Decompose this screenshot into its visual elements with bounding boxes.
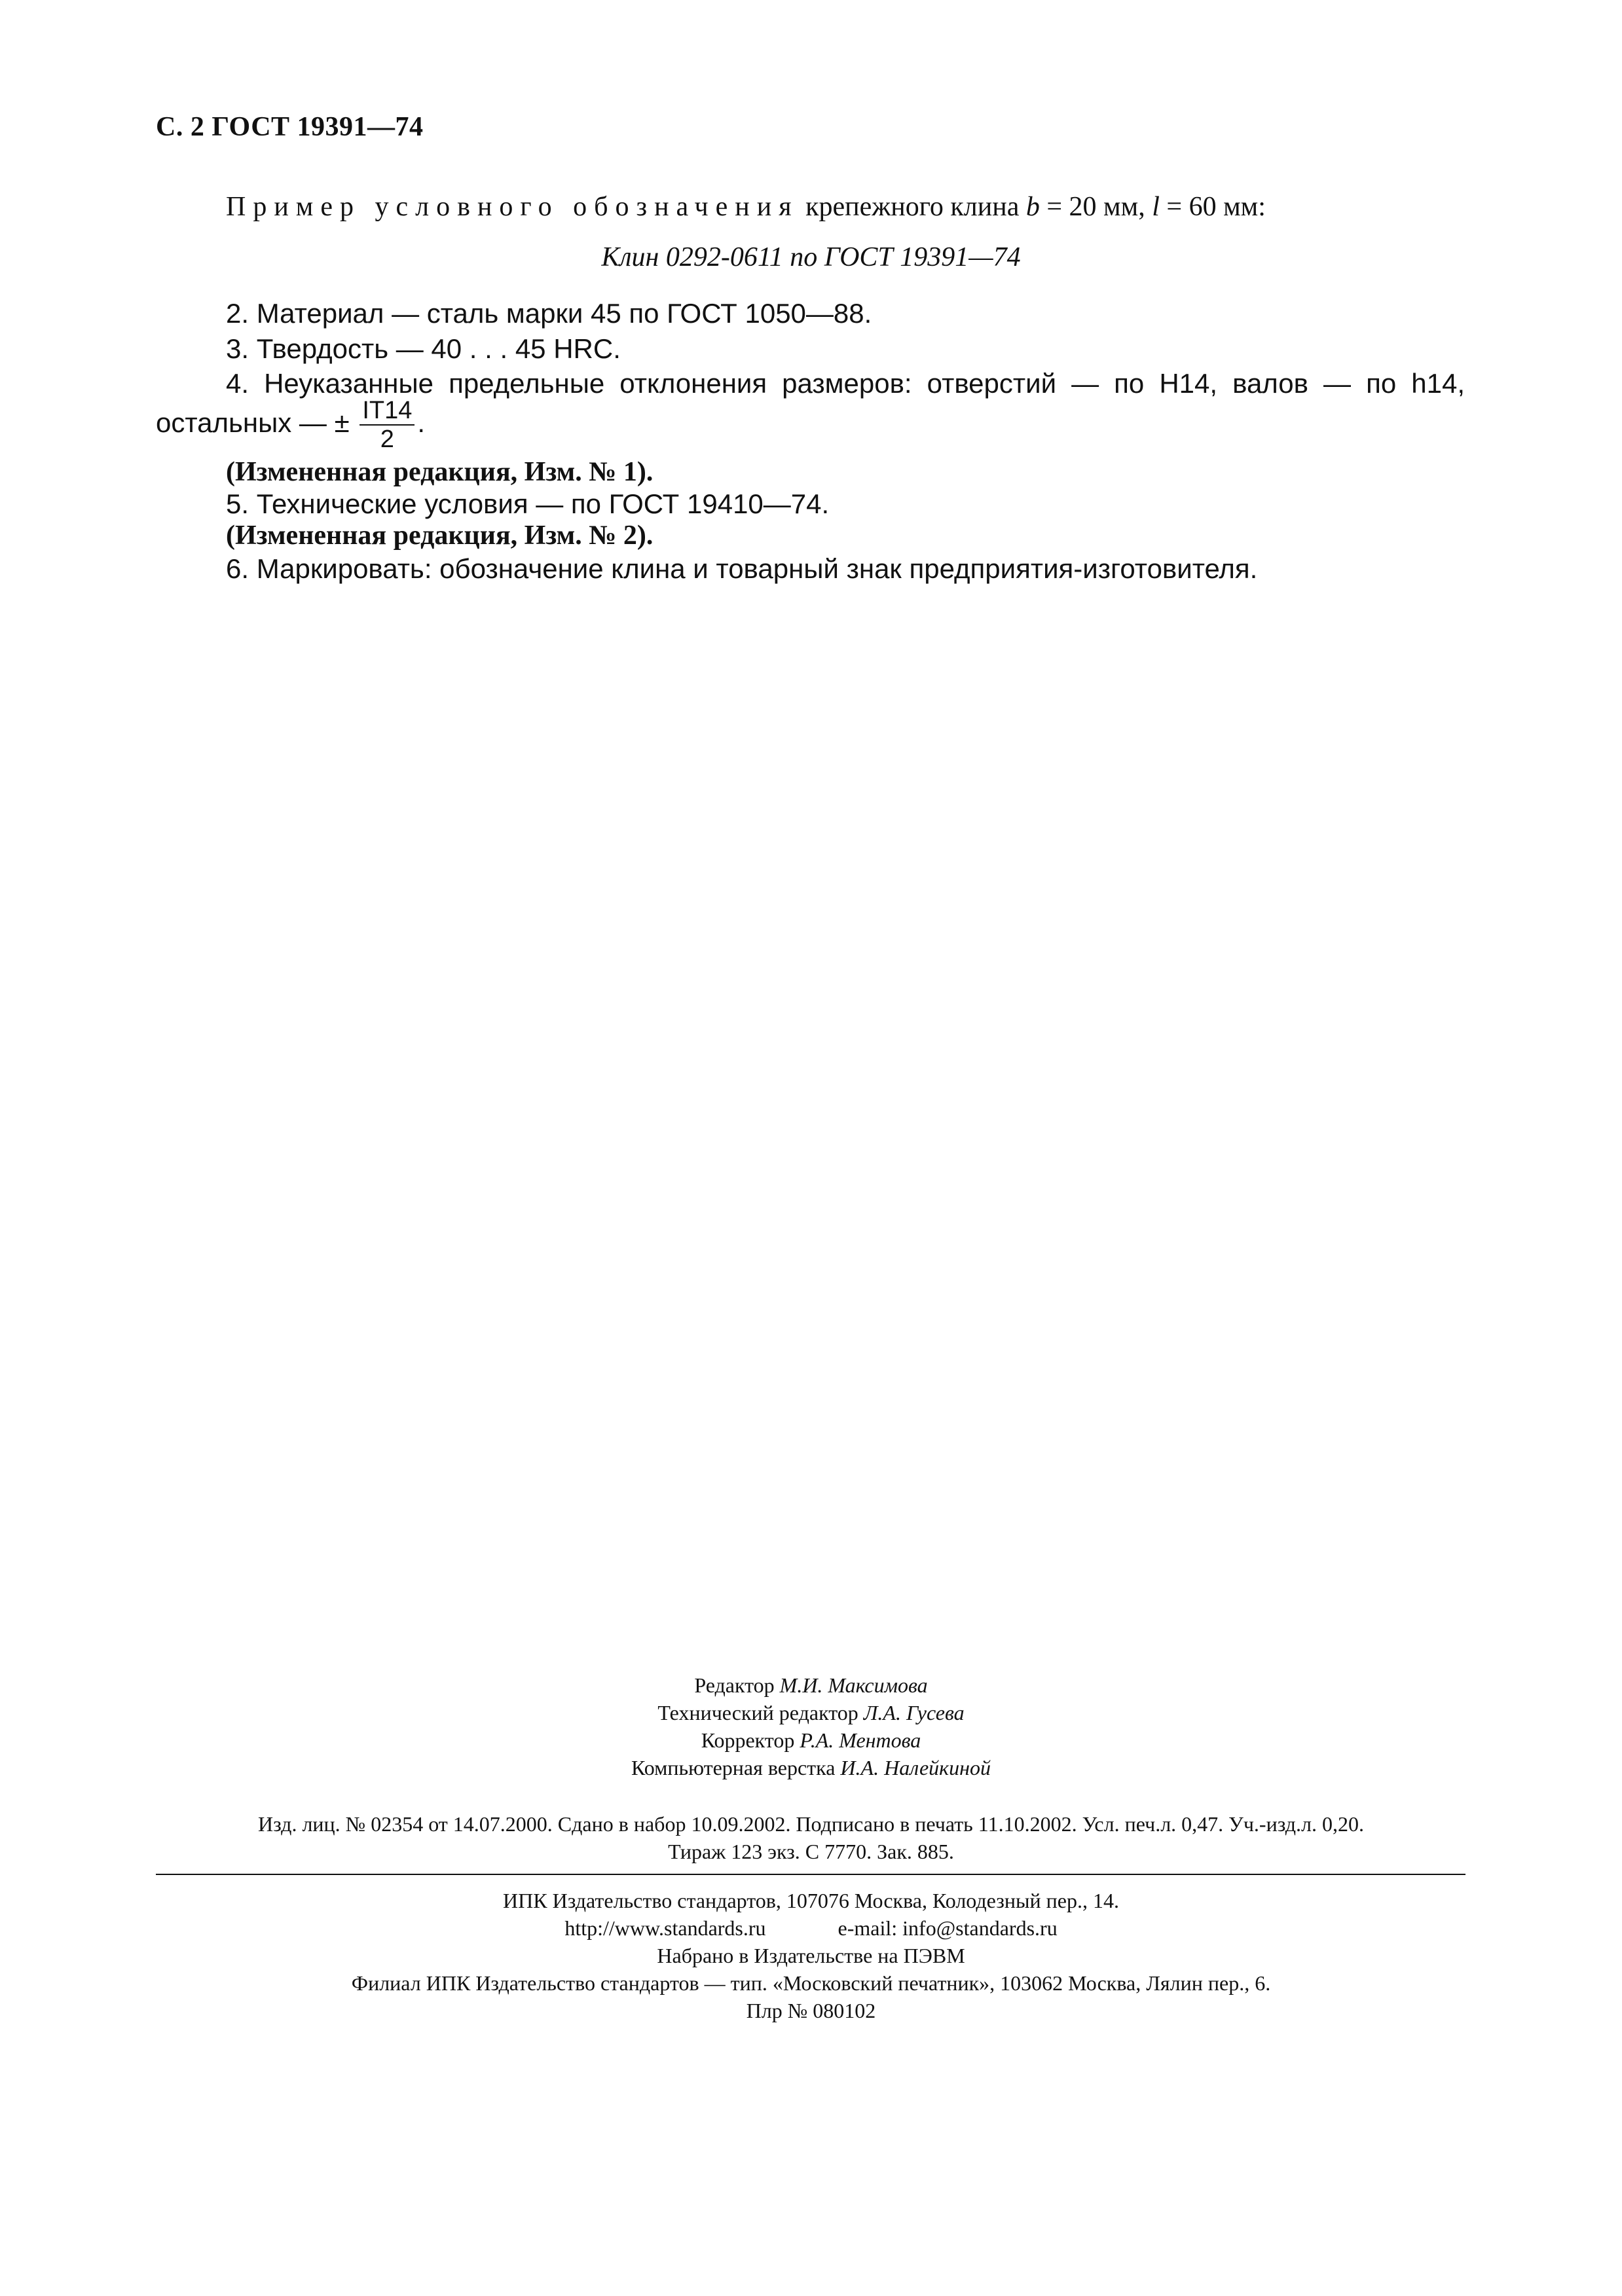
publisher-contacts (0, 1916, 1622, 1941)
publisher-address: ИПК Издательство стандартов, 107076 Москва, Колодезный пер., 14. (503, 1889, 1119, 1912)
layout-name: И.А. Налейкиной (840, 1756, 991, 1779)
item-5: 5. Технические условия — по ГОСТ 19410—74. (226, 488, 830, 519)
publisher-url[interactable]: http://www.standards.ru (564, 1916, 766, 1940)
example-lead: Пример условного обозначения (226, 192, 799, 222)
typeset-note: Набрано в Издательстве на ПЭВМ (657, 1944, 965, 1967)
corrector-name: Р.А. Ментова (800, 1728, 921, 1752)
page-header: С. 2 ГОСТ 19391—74 (156, 112, 424, 142)
credit-layout: Компьютерная верстка И.А. Налейкиной (631, 1756, 991, 1779)
example-text: крепежного клина (798, 192, 1026, 222)
item-4-suffix: . (417, 407, 426, 439)
item-6: 6. Маркировать: обозначение клина и товарный знак предприятия-изготовителя. (226, 553, 1258, 584)
publisher-email[interactable]: e-mail: info@standards.ru (838, 1916, 1058, 1940)
tolerance-fraction (359, 398, 415, 452)
b-value: = 20 мм, (1039, 192, 1152, 222)
printing-house: Филиал ИПК Издательство стандартов — тип. «Московский печатник», 103062 Москва, Лялин пер., 6. (351, 1971, 1271, 1995)
credit-tech-editor: Технический редактор Л.А. Гусева (657, 1701, 965, 1724)
print-info-line2: Тираж 123 экз. С 7770. Зак. 885. (668, 1840, 954, 1863)
var-b: b (1025, 192, 1040, 222)
print-info-line1: Изд. лиц. № 02354 от 14.07.2000. Сдано в набор 10.09.2002. Подписано в печать 11.10.2002. Усл. печ.л. 0,47. Уч.-изд.л. 0,20. (258, 1812, 1364, 1836)
revision-note-1: (Измененная редакция, Изм. № 1). (226, 457, 654, 487)
item-4-line2 (156, 398, 425, 452)
item-4-line1: 4. Неуказанные предельные отклонения размеров: отверстий — по Н14, валов — по h14, (226, 368, 1465, 399)
revision-note-2: (Измененная редакция, Изм. № 2). (226, 520, 654, 551)
item-3: 3. Твердость — 40 . . . 45 HRC. (226, 333, 621, 364)
example-line (226, 191, 1266, 223)
l-value: = 60 мм: (1159, 192, 1266, 222)
credit-corrector: Корректор Р.А. Ментова (701, 1728, 921, 1752)
license-number: Плр № 080102 (746, 1999, 876, 2022)
divider-rule (156, 1874, 1465, 1875)
editor-name: М.И. Максимова (779, 1673, 928, 1697)
item-2: 2. Материал — сталь марки 45 по ГОСТ 1050—88. (226, 298, 872, 329)
item-4-prefix: остальных — ± (156, 407, 350, 439)
credit-editor: Редактор М.И. Максимова (694, 1673, 928, 1697)
designation-example: Клин 0292-0611 по ГОСТ 19391—74 (601, 242, 1021, 272)
tech-editor-name: Л.А. Гусева (863, 1701, 965, 1724)
fraction-numerator: IT14 (359, 398, 415, 426)
var-l: l (1152, 192, 1160, 222)
fraction-denominator: 2 (380, 426, 394, 453)
